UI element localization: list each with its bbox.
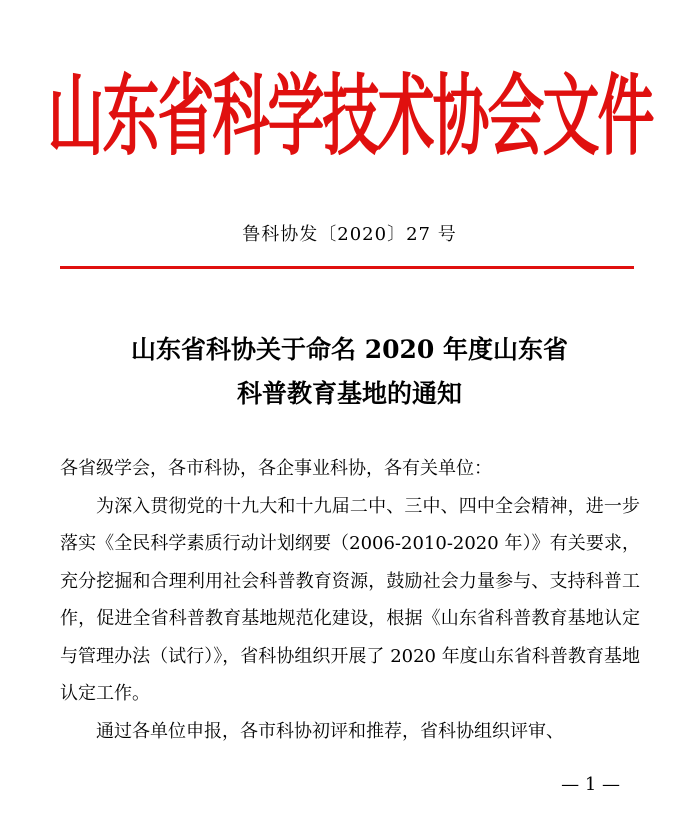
body-paragraph-1: 为深入贯彻党的十九大和十九届二中、三中、四中全会精神，进一步落实《全民科学素质行动计划纲要（2006-2010-2020 年）》有关要求，充分挖掘和合理利用社会科普教育资源，鼓励社会力量参与、支持科普工作，促进全省科普教育基地规范化建设，根据《山东省科普教育基地认定与管理办法（试行）》，省科协组织开展了 2020 年度山东省科普教育基地认定工作。: [60, 495, 640, 704]
body-paragraph-2: 通过各单位申报，各市科协初评和推荐，省科协组织评审、: [96, 720, 564, 742]
page-number: — 1 —: [561, 774, 620, 795]
masthead-title: 山东省科学技术协会文件: [47, 65, 653, 168]
salutation: 各省级学会，各市科协，各企事业科协，各有关单位：: [60, 458, 492, 479]
document-number: 鲁科协发〔2020〕27 号: [242, 224, 457, 245]
notice-title-line-2: 科普教育基地的通知: [236, 379, 462, 408]
notice-body: [60, 450, 640, 750]
notice-title: [0, 328, 699, 416]
notice-title-line-1: 山东省科协关于命名 2020 年度山东省: [131, 335, 568, 364]
red-divider-line: [60, 266, 634, 269]
